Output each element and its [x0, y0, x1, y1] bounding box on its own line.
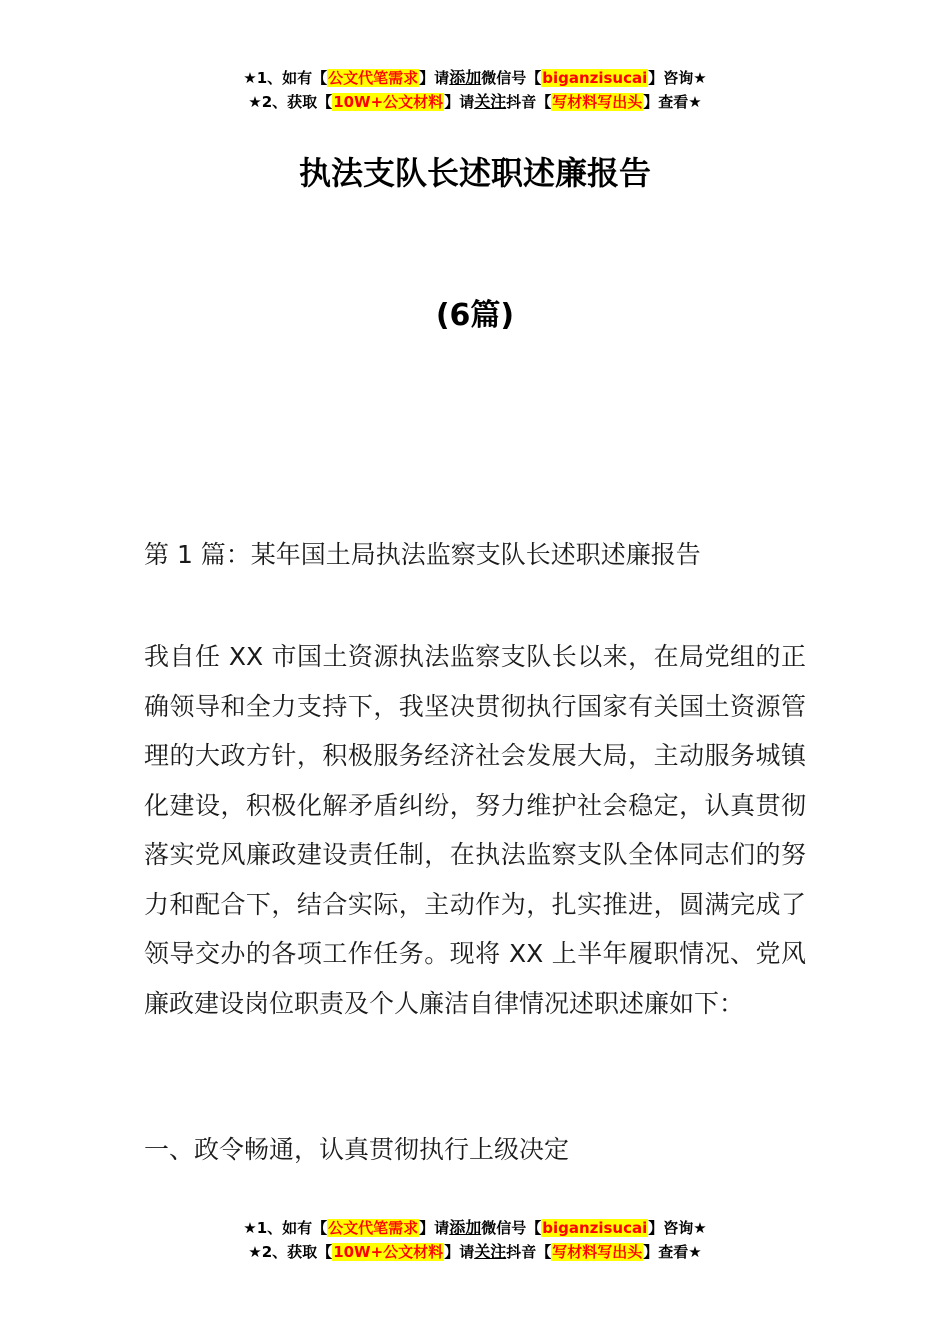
footer-ad-line-2: [0, 1240, 950, 1264]
footer-ad-highlight-materials: 10W+公文材料: [333, 1243, 444, 1261]
footer-ad-highlight-service: 公文代笔需求: [328, 1219, 419, 1237]
footer-ad-line-1-mid2: 微信号【: [481, 1219, 542, 1237]
section-heading: 第 1 篇：某年国土局执法监察支队长述职述廉报告: [144, 540, 701, 569]
footer-ad-line-2-prefix: ★2、获取【: [248, 1243, 333, 1261]
footer-ad-line-1-suffix: 】咨询★: [648, 1219, 707, 1237]
footer-ad-highlight-douyin-account: 写材料写出头: [552, 1243, 643, 1261]
ad-emphasis-follow: 关注: [474, 92, 507, 111]
ad-line-2-mid: 】请: [444, 93, 475, 111]
ad-line-1: [0, 66, 950, 90]
footer-ad-line-2-mid: 】请: [444, 1243, 475, 1261]
footer-ad-line-2-mid2: 抖音【: [506, 1243, 552, 1261]
footer-ad-emphasis-add: 添加: [449, 1218, 482, 1237]
footer-ad-line-1-mid: 】请: [419, 1219, 450, 1237]
ad-line-1-mid2: 微信号【: [481, 69, 542, 87]
footer-ad-line-2-suffix: 】查看★: [643, 1243, 702, 1261]
body-paragraph: 我自任 XX 市国土资源执法监察支队长以来，在局党组的正确领导和全力支持下，我坚决贯彻执行国家有关国土资源管理的大政方针，积极服务经济社会发展大局，主动服务城镇化建设，积极化解矛盾纠纷，努力维护社会稳定，认真贯彻落实党风廉政建设责任制，在执法监察支队全体同志们的努力和配合下，结合实际，主动作为，扎实推进，圆满完成了领导交办的各项工作任务。现将 XX 上半年履职情况、党风廉政建设岗位职责及个人廉洁自律情况述职述廉如下：: [144, 642, 806, 1018]
footer-ad-line-1: [0, 1216, 950, 1240]
ad-highlight-materials: 10W+公文材料: [333, 93, 444, 111]
document-title: 执法支队长述职述廉报告: [298, 154, 651, 192]
sub-heading: 一、政令畅通，认真贯彻执行上级决定: [144, 1135, 570, 1164]
ad-highlight-service: 公文代笔需求: [328, 69, 419, 87]
ad-emphasis-add: 添加: [449, 68, 482, 87]
ad-line-1-prefix: ★1、如有【: [243, 69, 328, 87]
ad-line-1-suffix: 】咨询★: [648, 69, 707, 87]
footer-ad-line-1-prefix: ★1、如有【: [243, 1219, 328, 1237]
footer-ad-highlight-wechat-id: biganzisucai: [542, 1219, 648, 1237]
ad-highlight-douyin-account: 写材料写出头: [552, 93, 643, 111]
ad-line-2-mid2: 抖音【: [506, 93, 552, 111]
ad-highlight-wechat-id: biganzisucai: [542, 69, 648, 87]
ad-line-2-suffix: 】查看★: [643, 93, 702, 111]
document-subtitle: (6篇): [435, 298, 515, 333]
footer-ad-emphasis-follow: 关注: [474, 1242, 507, 1261]
footer-ad-block: [0, 1216, 950, 1264]
header-ad-block: [0, 66, 950, 114]
ad-line-2-prefix: ★2、获取【: [248, 93, 333, 111]
ad-line-1-mid: 】请: [419, 69, 450, 87]
ad-line-2: [0, 90, 950, 114]
